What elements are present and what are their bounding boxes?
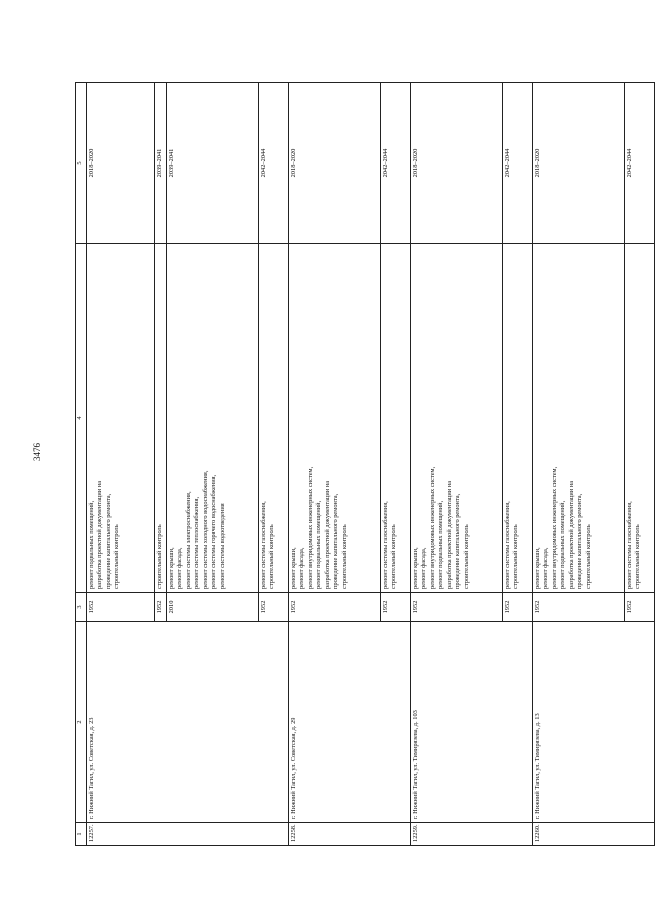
table-row bbox=[289, 83, 381, 846]
work-item: проведение капитального ремонта, bbox=[332, 493, 340, 589]
repair-period: 2039–2041 bbox=[155, 83, 167, 244]
works-list bbox=[289, 244, 381, 593]
work-item: строительный контроль bbox=[634, 524, 642, 589]
work-item: строительный контроль bbox=[340, 524, 348, 589]
work-item: строительный контроль bbox=[113, 524, 121, 589]
work-item: ремонт крыши, bbox=[168, 547, 175, 589]
work-item: проведение капитального ремонта, bbox=[576, 493, 584, 589]
table-row bbox=[87, 83, 155, 846]
repair-period: 2018–2020 bbox=[289, 83, 381, 244]
work-item: ремонт внутридомовых инженерных систем, bbox=[306, 466, 314, 589]
work-item: ремонт системы электроснабжения, bbox=[184, 491, 192, 589]
work-item: ремонт системы теплоснабжения, bbox=[193, 496, 201, 589]
work-item: разработка проектной документации на bbox=[567, 480, 575, 589]
work-item: ремонт внутридомовых инженерных систем, bbox=[550, 466, 558, 589]
header-col-1: 1 bbox=[76, 823, 87, 846]
build-year: 1952 bbox=[503, 593, 533, 622]
work-item: строительный контроль bbox=[584, 524, 592, 589]
build-year: 1952 bbox=[87, 593, 155, 622]
entry-number: 12258. bbox=[289, 823, 411, 846]
work-item: ремонт фасада, bbox=[420, 547, 428, 589]
works-list bbox=[155, 244, 167, 593]
work-item: проведение капитального ремонта, bbox=[454, 493, 462, 589]
repair-period: 2042–2044 bbox=[503, 83, 533, 244]
work-item: строительный контроль bbox=[156, 524, 163, 589]
work-item: ремонт системы горячего водоснабжения, bbox=[210, 474, 218, 589]
rotated-table-frame bbox=[75, 88, 642, 846]
repair-period: 2039–2041 bbox=[167, 83, 259, 244]
entry-number: 12257. bbox=[87, 823, 289, 846]
work-item: ремонт подвальных помещений, bbox=[315, 500, 323, 589]
work-item: разработка проектной документации на bbox=[445, 480, 453, 589]
works-list bbox=[381, 244, 411, 593]
works-list bbox=[259, 244, 289, 593]
work-item: ремонт фасада, bbox=[542, 547, 550, 589]
work-item: ремонт системы газоснабжения, bbox=[260, 501, 267, 589]
table-container bbox=[75, 88, 642, 846]
work-item: строительный контроль bbox=[268, 524, 276, 589]
header-col-2: 2 bbox=[76, 622, 87, 823]
work-item: ремонт крыши, bbox=[412, 547, 419, 589]
works-list bbox=[87, 244, 155, 593]
entry-address: г. Нижний Тагил, ул. Советская, д. 29 bbox=[289, 622, 411, 823]
work-item: проведение капитального ремонта, bbox=[104, 493, 112, 589]
work-item: ремонт системы газоснабжения, bbox=[504, 501, 511, 589]
entry-number: 12259. bbox=[411, 823, 533, 846]
repair-period: 2018–2020 bbox=[87, 83, 155, 244]
work-item: ремонт системы газоснабжения, bbox=[626, 501, 633, 589]
works-list bbox=[503, 244, 533, 593]
work-item: ремонт фасада, bbox=[176, 547, 184, 589]
work-item: разработка проектной документации на bbox=[323, 480, 331, 589]
build-year: 1952 bbox=[259, 593, 289, 622]
work-item: ремонт внутридомовых инженерных систем, bbox=[428, 466, 436, 589]
page-number: 3476 bbox=[32, 443, 42, 461]
header-row bbox=[76, 83, 87, 846]
header-col-5: 5 bbox=[76, 83, 87, 244]
build-year: 1952 bbox=[155, 593, 167, 622]
repair-period: 2042–2044 bbox=[381, 83, 411, 244]
build-year: 1952 bbox=[411, 593, 503, 622]
work-item: ремонт системы водоотведения bbox=[218, 503, 226, 589]
repair-period: 2042–2044 bbox=[625, 83, 655, 244]
work-item: ремонт подвальных помещений, bbox=[559, 500, 567, 589]
header-col-4: 4 bbox=[76, 244, 87, 593]
work-item: ремонт фасада, bbox=[298, 547, 306, 589]
header-col-3: 3 bbox=[76, 593, 87, 622]
work-item: ремонт подвальных помещений, bbox=[437, 500, 445, 589]
work-item: разработка проектной документации на bbox=[96, 480, 104, 589]
works-list bbox=[533, 244, 625, 593]
work-item: ремонт системы холодного водоснабжения, bbox=[201, 470, 209, 589]
work-item: ремонт крыши, bbox=[290, 547, 297, 589]
build-year: 1952 bbox=[289, 593, 381, 622]
work-item: строительный контроль bbox=[462, 524, 470, 589]
work-item: строительный контроль bbox=[512, 524, 520, 589]
entry-address: г. Нижний Тагил, ул. Тимирязева, д. 13 bbox=[533, 622, 655, 823]
work-item: строительный контроль bbox=[390, 524, 398, 589]
build-year: 1952 bbox=[381, 593, 411, 622]
work-item: ремонт системы газоснабжения, bbox=[382, 501, 389, 589]
works-list bbox=[411, 244, 503, 593]
repair-period: 2042–2044 bbox=[259, 83, 289, 244]
works-list bbox=[167, 244, 259, 593]
work-item: ремонт крыши, bbox=[534, 547, 541, 589]
table-row bbox=[533, 83, 625, 846]
work-item: ремонт подвальных помещений, bbox=[88, 500, 95, 589]
build-year: 1952 bbox=[533, 593, 625, 622]
table-row bbox=[411, 83, 503, 846]
entry-address: г. Нижний Тагил, ул. Советская, д. 23 bbox=[87, 622, 289, 823]
entry-address: г. Нижний Тагил, ул. Тимирязева, д. 103 bbox=[411, 622, 533, 823]
works-list bbox=[625, 244, 655, 593]
entry-number: 12260. bbox=[533, 823, 655, 846]
repair-schedule-table bbox=[75, 82, 655, 846]
build-year: 1952 bbox=[625, 593, 655, 622]
repair-period: 2018–2020 bbox=[533, 83, 625, 244]
build-year: 2010 bbox=[167, 593, 259, 622]
repair-period: 2018–2020 bbox=[411, 83, 503, 244]
